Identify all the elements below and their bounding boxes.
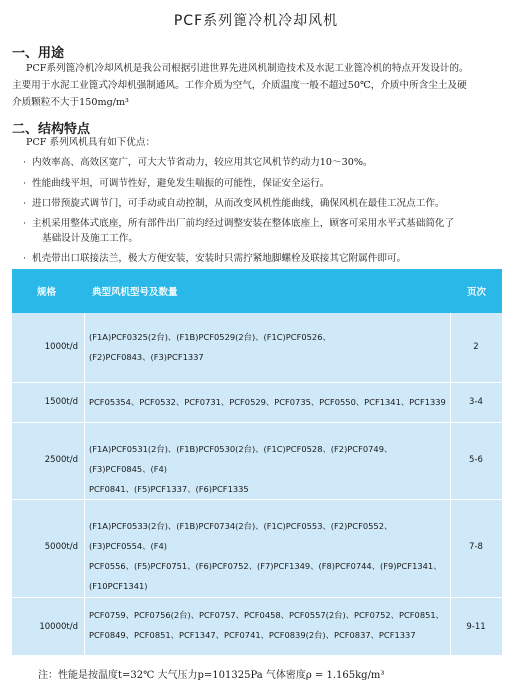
model-line: (F1A)PCF0531(2台)、(F1B)PCF0530(2台)、(F1C)PCF0528、(F2)PCF0749、(F3)PCF0845、(F4) [89, 444, 393, 474]
header-spec: 规格 [37, 287, 57, 298]
table-row [12, 313, 502, 382]
row-spec: 10000t/d [39, 622, 78, 632]
page-title: PCF系列篦冷机冷却风机 [173, 13, 339, 29]
bullet-mark: · [23, 218, 27, 229]
table-row [12, 423, 502, 499]
table-row [12, 500, 502, 597]
table-row [12, 383, 502, 422]
row-models [89, 439, 449, 499]
row-page: 9-11 [466, 622, 486, 632]
feature-bullet-text: 基础设计及施工工作。 [42, 233, 138, 244]
header-models: 典型风机型号及数量 [92, 287, 178, 298]
model-line: PCF0841、(F5)PCF1337、(F6)PCF1335 [89, 484, 249, 494]
header-page: 页次 [467, 287, 487, 298]
feature-bullet-text: 内效率高、高效区宽广，可大大节省动力，较应用其它风机节约动力10～30%。 [32, 157, 373, 168]
model-line: (F10PCF1341) [89, 581, 148, 591]
row-models [89, 516, 449, 596]
section-heading-usage: 一、用途 [12, 46, 65, 61]
row-page: 7-8 [469, 542, 483, 552]
usage-line-1: PCF系列篦冷机冷却风机是我公司根据引进世界先进风机制造技术及水泥工业篦冷机的特点开发设计的。 [26, 63, 469, 74]
model-line: PCF0849、PCF0851、PCF1347、PCF0741、PCF0839(2台)、PCF0837、PCF1337 [89, 630, 416, 640]
row-spec: 2500t/d [44, 455, 78, 465]
row-models [89, 605, 449, 645]
feature-bullet-text: 性能曲线平坦，可调节性好，避免发生喘振的可能性，保证安全运行。 [32, 178, 330, 189]
feature-bullet-3 [23, 195, 502, 212]
bullet-mark: · [23, 178, 27, 189]
row-models [89, 392, 449, 412]
fan-model-table [12, 269, 502, 655]
footnote: 注：性能是按温度t=32℃ 大气压力p=101325Pa 气体密度ρ = 1.165kg/m³ [38, 670, 385, 681]
row-page: 3-4 [469, 397, 483, 407]
feature-bullet-text: 机壳带出口联接法兰，极大方便安装，安装时只需拧紧地脚螺栓及联接其它附属件即可。 [32, 253, 407, 264]
model-line: (F1A)PCF0325(2台)、(F1B)PCF0529(2台)、(F1C)PCF0526、 [89, 332, 331, 342]
row-page: 2 [473, 342, 479, 352]
row-models [89, 327, 449, 367]
model-line: PCF0759、PCF0756(2台)、PCF0757、PCF0458、PCF0557(2台)、PCF0752、PCF0851、 [89, 610, 444, 620]
features-intro-text: PCF 系列风机具有如下优点： [26, 137, 156, 148]
feature-bullet-1 [23, 154, 502, 171]
feature-bullet-2 [23, 175, 502, 192]
row-spec: 1500t/d [44, 397, 78, 407]
section-heading-features: 二、结构特点 [12, 122, 91, 137]
usage-line-3: 介质颗粒不大于150mg/m³ [12, 97, 129, 108]
feature-bullet-text: 进口带预旋式调节门，可手动或自动控制，从而改变风机性能曲线，确保风机在最佳工况点工作。 [32, 198, 445, 209]
row-page: 5-6 [469, 455, 483, 465]
model-line: PCF05354、PCF0532、PCF0731、PCF0529、PCF0735、PCF0550、PCF1341、PCF1339 [89, 397, 446, 407]
feature-bullet-text: 主机采用整体式底座，所有部件出厂前均经过调整安装在整体底座上，顾客可采用水平式基础简化了 [32, 218, 455, 229]
model-line: (F2)PCF0843、(F3)PCF1337 [89, 352, 204, 362]
bullet-mark: · [23, 198, 27, 209]
row-spec: 5000t/d [44, 542, 78, 552]
table-row [12, 598, 502, 655]
table-header [12, 269, 502, 313]
bullet-mark: · [23, 157, 27, 168]
bullet-mark: · [23, 253, 27, 264]
features-intro [12, 134, 502, 151]
model-line: (F1A)PCF0533(2台)、(F1B)PCF0734(2台)、(F1C)PCF0553、(F2)PCF0552、(F3)PCF0554、(F4) [89, 521, 393, 551]
model-line: PCF0556、(F5)PCF0751、(F6)PCF0752、(F7)PCF1349、(F8)PCF0744、(F9)PCF1341、 [89, 561, 442, 571]
feature-bullet-4-continued [42, 230, 512, 247]
feature-bullet-5 [23, 250, 502, 267]
row-spec: 1000t/d [44, 342, 78, 352]
usage-line-2: 主要用于水泥工业篦式冷却机强制通风。工作介质为空气，介质温度一般不超过50℃，介质中所含尘土及硬 [12, 80, 467, 91]
usage-paragraph [12, 60, 502, 111]
